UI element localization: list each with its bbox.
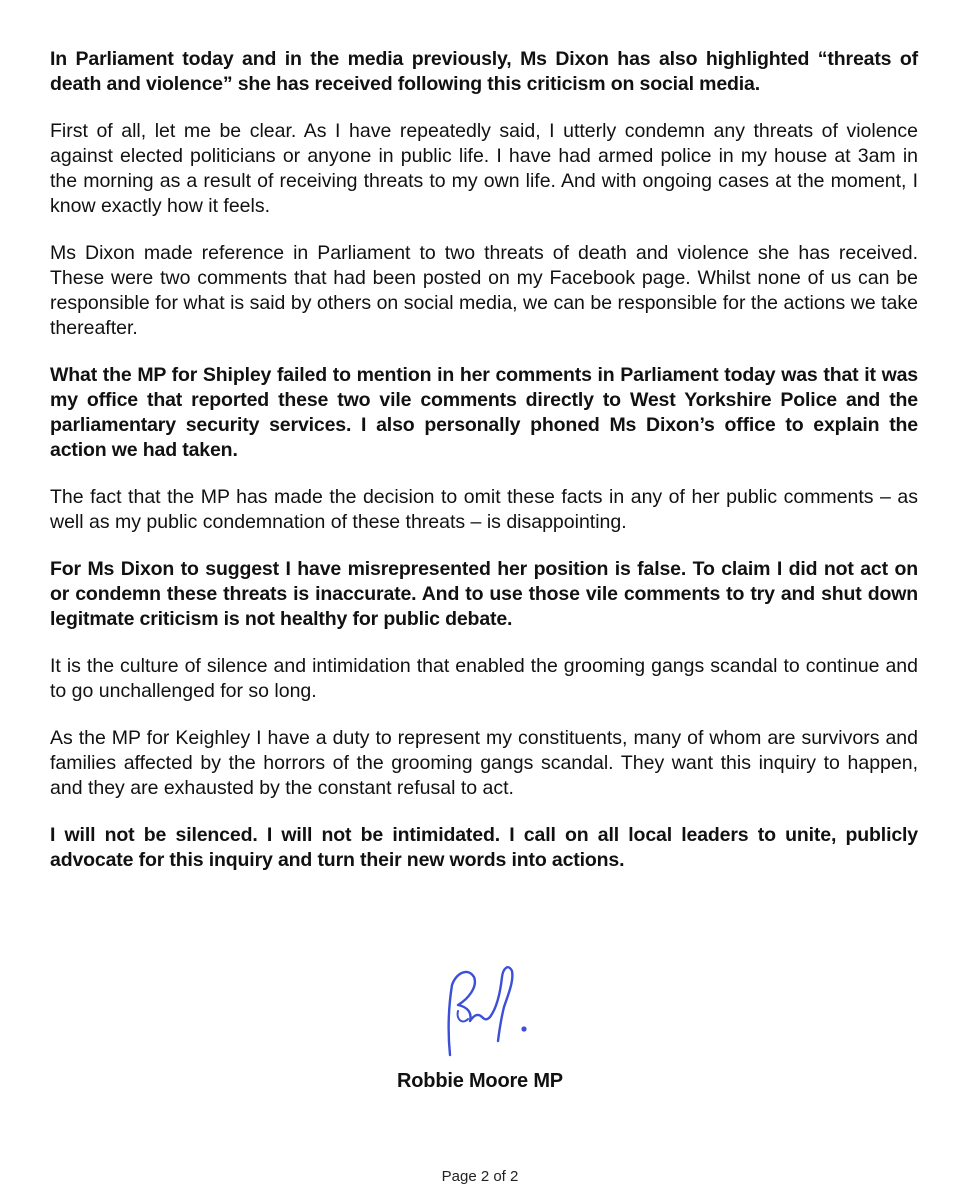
- signer-name: Robbie Moore MP: [397, 1070, 563, 1092]
- page-number: Page 2 of 2: [441, 1168, 519, 1185]
- handwritten-signature: [428, 955, 548, 1065]
- paragraph-9: I will not be silenced. I will not be intimidated. I call on all local leaders to unite, publicly advocate for this inquiry and turn their new words into actions.: [50, 824, 918, 871]
- signature-dot: [521, 1026, 526, 1031]
- letter-body: [50, 47, 918, 895]
- paragraph-5: The fact that the MP has made the decision to omit these facts in any of her public comments – as well as my public condemnation of these threats – is disappointing.: [50, 486, 918, 533]
- paragraph-1: In Parliament today and in the media previously, Ms Dixon has also highlighted “threats of death and violence” she has received following this criticism on social media.: [50, 48, 918, 95]
- signature-stroke-underloop: [458, 1011, 468, 1021]
- paragraph-2: First of all, let me be clear. As I have repeatedly said, I utterly condemn any threats of violence against elected politicians or anyone in public life. I have had armed police in my house at 3am in the morning as a result of receiving threats to my own life. And with ongoing cases at the moment, I know exactly how it feels.: [50, 120, 918, 217]
- paragraph-3: Ms Dixon made reference in Parliament to two threats of death and violence she has received. These were two comments that had been posted on my Facebook page. Whilst none of us can be responsible for what is said by others on social media, we can be responsible for the actions we take thereafter.: [50, 242, 918, 339]
- paragraph-7: It is the culture of silence and intimidation that enabled the grooming gangs scandal to continue and to go unchallenged for so long.: [50, 655, 918, 702]
- paragraph-4: What the MP for Shipley failed to mention in her comments in Parliament today was that it was my office that reported these two vile comments directly to West Yorkshire Police and the parliamentary security services. I also personally phoned Ms Dixon’s office to explain the action we had taken.: [50, 364, 918, 461]
- paragraph-6: For Ms Dixon to suggest I have misrepresented her position is false. To claim I did not act on or condemn these threats is inaccurate. And to use those vile comments to try and shut down legitmate criticism is not healthy for public debate.: [50, 558, 918, 630]
- paragraph-8: As the MP for Keighley I have a duty to represent my constituents, many of whom are survivors and families affected by the horrors of the grooming gangs scandal. They want this inquiry to happen, and they are exhausted by the constant refusal to act.: [50, 727, 918, 799]
